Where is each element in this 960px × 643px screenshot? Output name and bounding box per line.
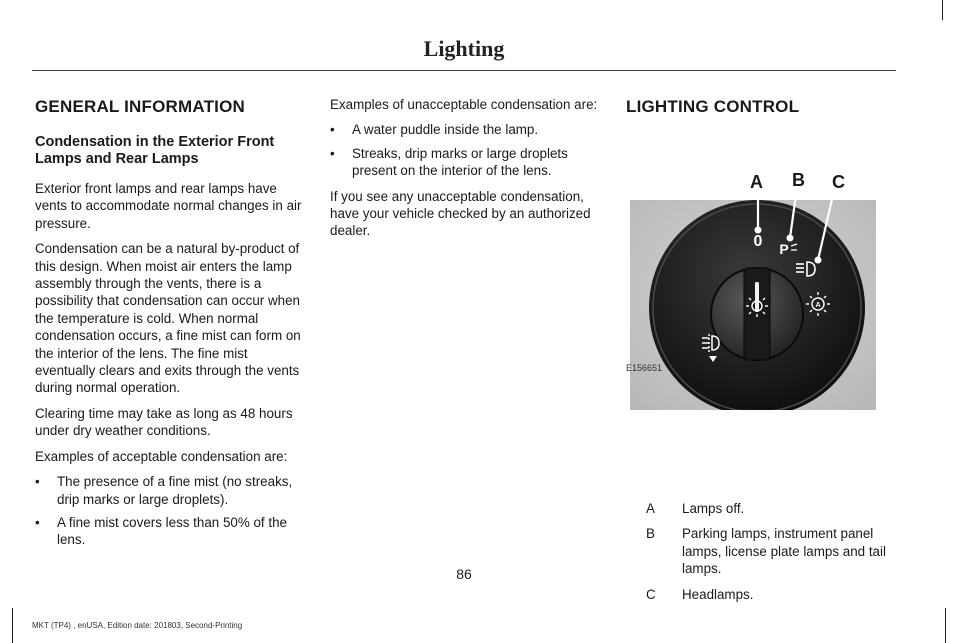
parking-position-mark: P bbox=[779, 241, 789, 257]
page-number: 86 bbox=[456, 566, 472, 582]
list-item-text: Streaks, drip marks or large droplets present on the interior of the lens. bbox=[352, 145, 568, 179]
crop-mark-bottom-right bbox=[945, 608, 946, 643]
section-heading-general-information: GENERAL INFORMATION bbox=[35, 97, 245, 116]
paragraph: Examples of acceptable condensation are: bbox=[35, 448, 288, 464]
acceptable-condensation-list bbox=[35, 473, 305, 549]
general-information-column bbox=[35, 96, 305, 557]
callout-text: Parking lamps, instrument panel lamps, license plate lamps and tail lamps. bbox=[682, 526, 886, 577]
paragraph: If you see any unacceptable condensation, have your vehicle checked by an authorized dealer. bbox=[330, 188, 591, 239]
headlamp-switch-illustration bbox=[626, 196, 876, 410]
figure-reference-id: E156651 bbox=[626, 363, 663, 373]
unacceptable-condensation-column bbox=[330, 96, 602, 248]
paragraph: Exterior front lamps and rear lamps have vents to accommodate normal changes in air pressure. bbox=[35, 181, 302, 231]
bullet-glyph: • bbox=[35, 474, 40, 490]
list-item bbox=[330, 145, 602, 180]
lighting-control-column bbox=[626, 96, 896, 602]
running-header-title: Lighting bbox=[423, 36, 505, 61]
bullet-glyph: • bbox=[35, 514, 40, 530]
callout-key: B bbox=[646, 526, 655, 542]
list-item-text: A fine mist covers less than 50% of the lens. bbox=[57, 514, 287, 548]
callout-legend bbox=[640, 500, 900, 611]
list-item bbox=[35, 473, 305, 508]
figure-label-c: C bbox=[832, 172, 845, 192]
auto-mode-letter: A bbox=[815, 302, 821, 309]
lighting-control-figure bbox=[626, 134, 876, 374]
figure-label-b: B bbox=[792, 170, 805, 190]
callout-key: A bbox=[646, 501, 655, 516]
list-item bbox=[330, 121, 602, 138]
crop-mark-top-right bbox=[942, 0, 943, 20]
subsection-heading-condensation: Condensation in the Exterior Front Lamps and Rear Lamps bbox=[35, 134, 275, 167]
off-position-mark: 0 bbox=[753, 233, 763, 250]
edition-footer: MKT (TP4) , enUSA, Edition date: 201803, Second-Printing bbox=[32, 621, 243, 630]
paragraph: Clearing time may take as long as 48 hours under dry weather conditions. bbox=[35, 405, 293, 439]
callout-dot-c bbox=[815, 257, 822, 264]
callout-a bbox=[640, 500, 900, 517]
paragraph: Condensation can be a natural by-product of this design. When moist air enters the lamp assembly through the vents, there is a possibility that condensation can occur when the temperature is cold. When normal condensation occurs, a fine mist can form on the interior of the lens. The fine mist eventually clears and exits through the vents during normal operation. bbox=[35, 241, 301, 396]
bullet-glyph: • bbox=[330, 145, 335, 161]
figure-label-a: A bbox=[750, 172, 763, 192]
unacceptable-condensation-list bbox=[330, 121, 602, 179]
callout-key: C bbox=[646, 586, 656, 602]
section-heading-lighting-control: LIGHTING CONTROL bbox=[626, 97, 800, 116]
callout-text: Headlamps. bbox=[682, 586, 754, 602]
crop-mark-bottom-left bbox=[12, 608, 13, 643]
bullet-glyph: • bbox=[330, 122, 335, 138]
list-item bbox=[35, 514, 305, 549]
callout-text: Lamps off. bbox=[682, 501, 745, 516]
list-item-text: A water puddle inside the lamp. bbox=[352, 122, 539, 138]
header-divider bbox=[32, 70, 896, 71]
callout-c bbox=[640, 586, 900, 603]
list-item-text: The presence of a fine mist (no streaks, drip marks or large droplets). bbox=[57, 474, 293, 507]
paragraph: Examples of unacceptable condensation are: bbox=[330, 97, 598, 112]
